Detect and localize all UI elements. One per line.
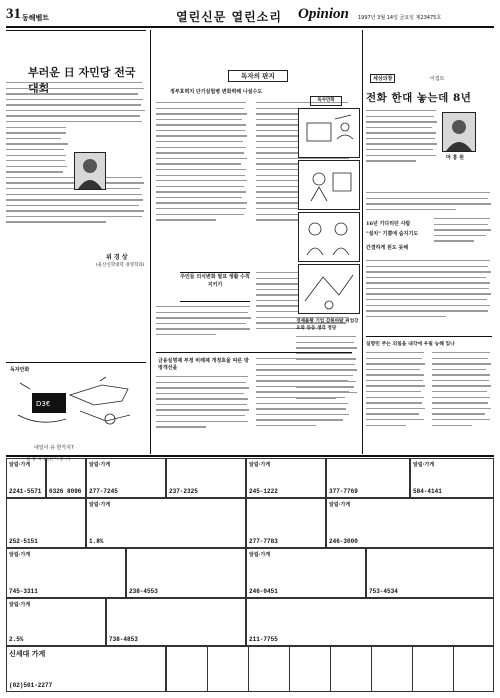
classified-ads	[6, 458, 494, 692]
ad-phone: 252-5151	[9, 538, 38, 545]
right-author-inline: 이집트	[430, 76, 445, 82]
right-lower-text-1	[366, 352, 426, 450]
ad-cell[interactable]	[6, 458, 46, 498]
right-lower-headline: 실향민 주는 외침을 내각에 우릴 농해 있나	[366, 341, 455, 347]
right-author-name: 마 흥 원	[446, 155, 464, 161]
ad-cell[interactable]	[46, 458, 86, 498]
page-brand-en: Opinion	[298, 6, 349, 22]
svg-text:D3€: D3€	[36, 400, 51, 408]
right-lower-text-2	[432, 352, 492, 450]
left-author-title: (울산신학대학 경영학과)	[96, 263, 145, 268]
ad-phone: 246-0451	[249, 588, 278, 595]
column-divider-right	[362, 30, 363, 454]
section-label: 동해벨트	[22, 14, 50, 22]
right-text-4	[366, 260, 492, 334]
ad-phone: 277-7245	[89, 488, 118, 495]
ad-cell-footer[interactable]	[6, 646, 166, 692]
author-photo	[74, 152, 106, 190]
right-mid-heading-1: 16년 기다리던 사람	[366, 221, 411, 227]
strip-panel-4	[298, 264, 360, 314]
left-column	[6, 30, 148, 462]
right-mid-heading-2: "설치" 기쁨에 숨지기도	[366, 231, 419, 237]
ad-header: 알림·가게	[249, 462, 271, 468]
footer-brand: 신세대 가게	[9, 650, 46, 658]
left-headline: 부러운 日 자민당 전국	[28, 66, 136, 79]
center-lower-subheadline: 금융실명제 부정 비례제 개정효율 따른 방벙개선을	[158, 358, 249, 371]
ad-phone: 211-7755	[249, 636, 278, 643]
center-text-col-1	[156, 102, 248, 270]
masthead	[6, 4, 494, 28]
left-cartoon-credit: 김 종 욱 (울산시 중구)	[26, 457, 71, 462]
ad-cell[interactable]	[6, 498, 86, 548]
ad-phone: 0326 8096	[49, 488, 82, 495]
ad-phone: 745-3311	[9, 588, 38, 595]
ad-header: 알림·가게	[9, 602, 31, 608]
ad-cell[interactable]	[410, 458, 494, 498]
left-cartoon-caption: 내일이 유 한가지?	[34, 445, 74, 451]
ad-cell[interactable]	[246, 498, 326, 548]
left-cartoon-label: 독자만화	[10, 367, 30, 373]
right-text-1	[366, 110, 438, 190]
ad-header: 알림·가게	[89, 462, 111, 468]
ad-header: 알림·가게	[329, 502, 351, 508]
center-subheadline: 정부효력지 단기실험병 변화력해 나설수도	[170, 89, 263, 95]
ad-header: 알림·가게	[249, 552, 271, 558]
ad-phone: 2241-5571	[9, 488, 42, 495]
right-column	[366, 30, 494, 454]
ad-header: 알림·가게	[9, 552, 31, 558]
ads-top-rule	[6, 455, 494, 457]
ad-header: 알림·가게	[89, 502, 111, 508]
right-author-photo	[442, 112, 476, 152]
ad-cell[interactable]	[326, 498, 494, 548]
right-header: 세상의창	[370, 74, 395, 83]
column-divider	[150, 30, 151, 454]
ad-phone: 245-1222	[249, 488, 278, 495]
left-rule	[6, 30, 146, 31]
ad-cell[interactable]	[326, 458, 410, 498]
ad-phone: 753-4534	[369, 588, 398, 595]
strip-panel-1	[298, 108, 360, 158]
ad-phone: 377-7769	[329, 488, 358, 495]
right-rule	[366, 336, 492, 337]
cartoon-rule	[6, 362, 146, 363]
ad-cell[interactable]	[246, 598, 494, 646]
ad-header: 알림·가게	[9, 462, 31, 468]
center-text-col-3	[156, 306, 252, 346]
ad-cell[interactable]	[6, 548, 126, 598]
strip-caption: 경제불황 기업 감원바람 위업강요와 등등 생각 정당	[296, 319, 359, 331]
ad-cell[interactable]	[246, 458, 326, 498]
right-mid-heading-3: 간결하게 원도 못해	[366, 245, 409, 251]
page-number: 31	[6, 6, 21, 22]
left-author-name: 위 경 상	[106, 254, 128, 261]
ad-cell[interactable]	[86, 498, 246, 548]
strip-text	[296, 336, 358, 426]
ad-phone: 237-2325	[169, 488, 198, 495]
ad-cell[interactable]	[106, 598, 246, 646]
ad-phone: 2.5%	[9, 636, 24, 643]
strip-label: 독자만화	[310, 96, 342, 106]
ad-phone: 246-3000	[329, 538, 358, 545]
ad-cell[interactable]	[126, 548, 246, 598]
cartoon-strip	[296, 96, 360, 426]
ad-cell[interactable]	[246, 548, 366, 598]
ad-cell[interactable]	[366, 548, 494, 598]
center-header: 독자의 판지	[228, 70, 288, 82]
left-cartoon-drawing	[10, 375, 142, 437]
ad-phone: 277-7783	[249, 538, 278, 545]
center-pullquote: 주민들 의식변화 필요 생활 수칙 지키기	[180, 272, 250, 302]
ad-cell[interactable]	[6, 598, 106, 646]
center-lower-text-1	[156, 376, 250, 446]
dateline: 1997년 3월 14일 금요일 제23475호	[358, 15, 442, 21]
ad-header: 알림·가게	[413, 462, 435, 468]
strip-panel-2	[298, 160, 360, 210]
footer-phone: (02)501-2277	[9, 682, 53, 689]
ad-phone: 238-4553	[129, 588, 158, 595]
right-text-3	[434, 218, 492, 254]
ad-cell[interactable]	[86, 458, 166, 498]
ad-phone: 1.8%	[89, 538, 104, 545]
right-headline: 전화 한대 놓는데 8년	[366, 92, 472, 104]
ad-cell[interactable]	[166, 458, 246, 498]
ad-phone: 738-4853	[109, 636, 138, 643]
ad-phone: 584-4141	[413, 488, 442, 495]
strip-panel-3	[298, 212, 360, 262]
ad-cell-row[interactable]	[166, 646, 494, 692]
page-brand: 열린신문 열린소리	[176, 10, 282, 24]
